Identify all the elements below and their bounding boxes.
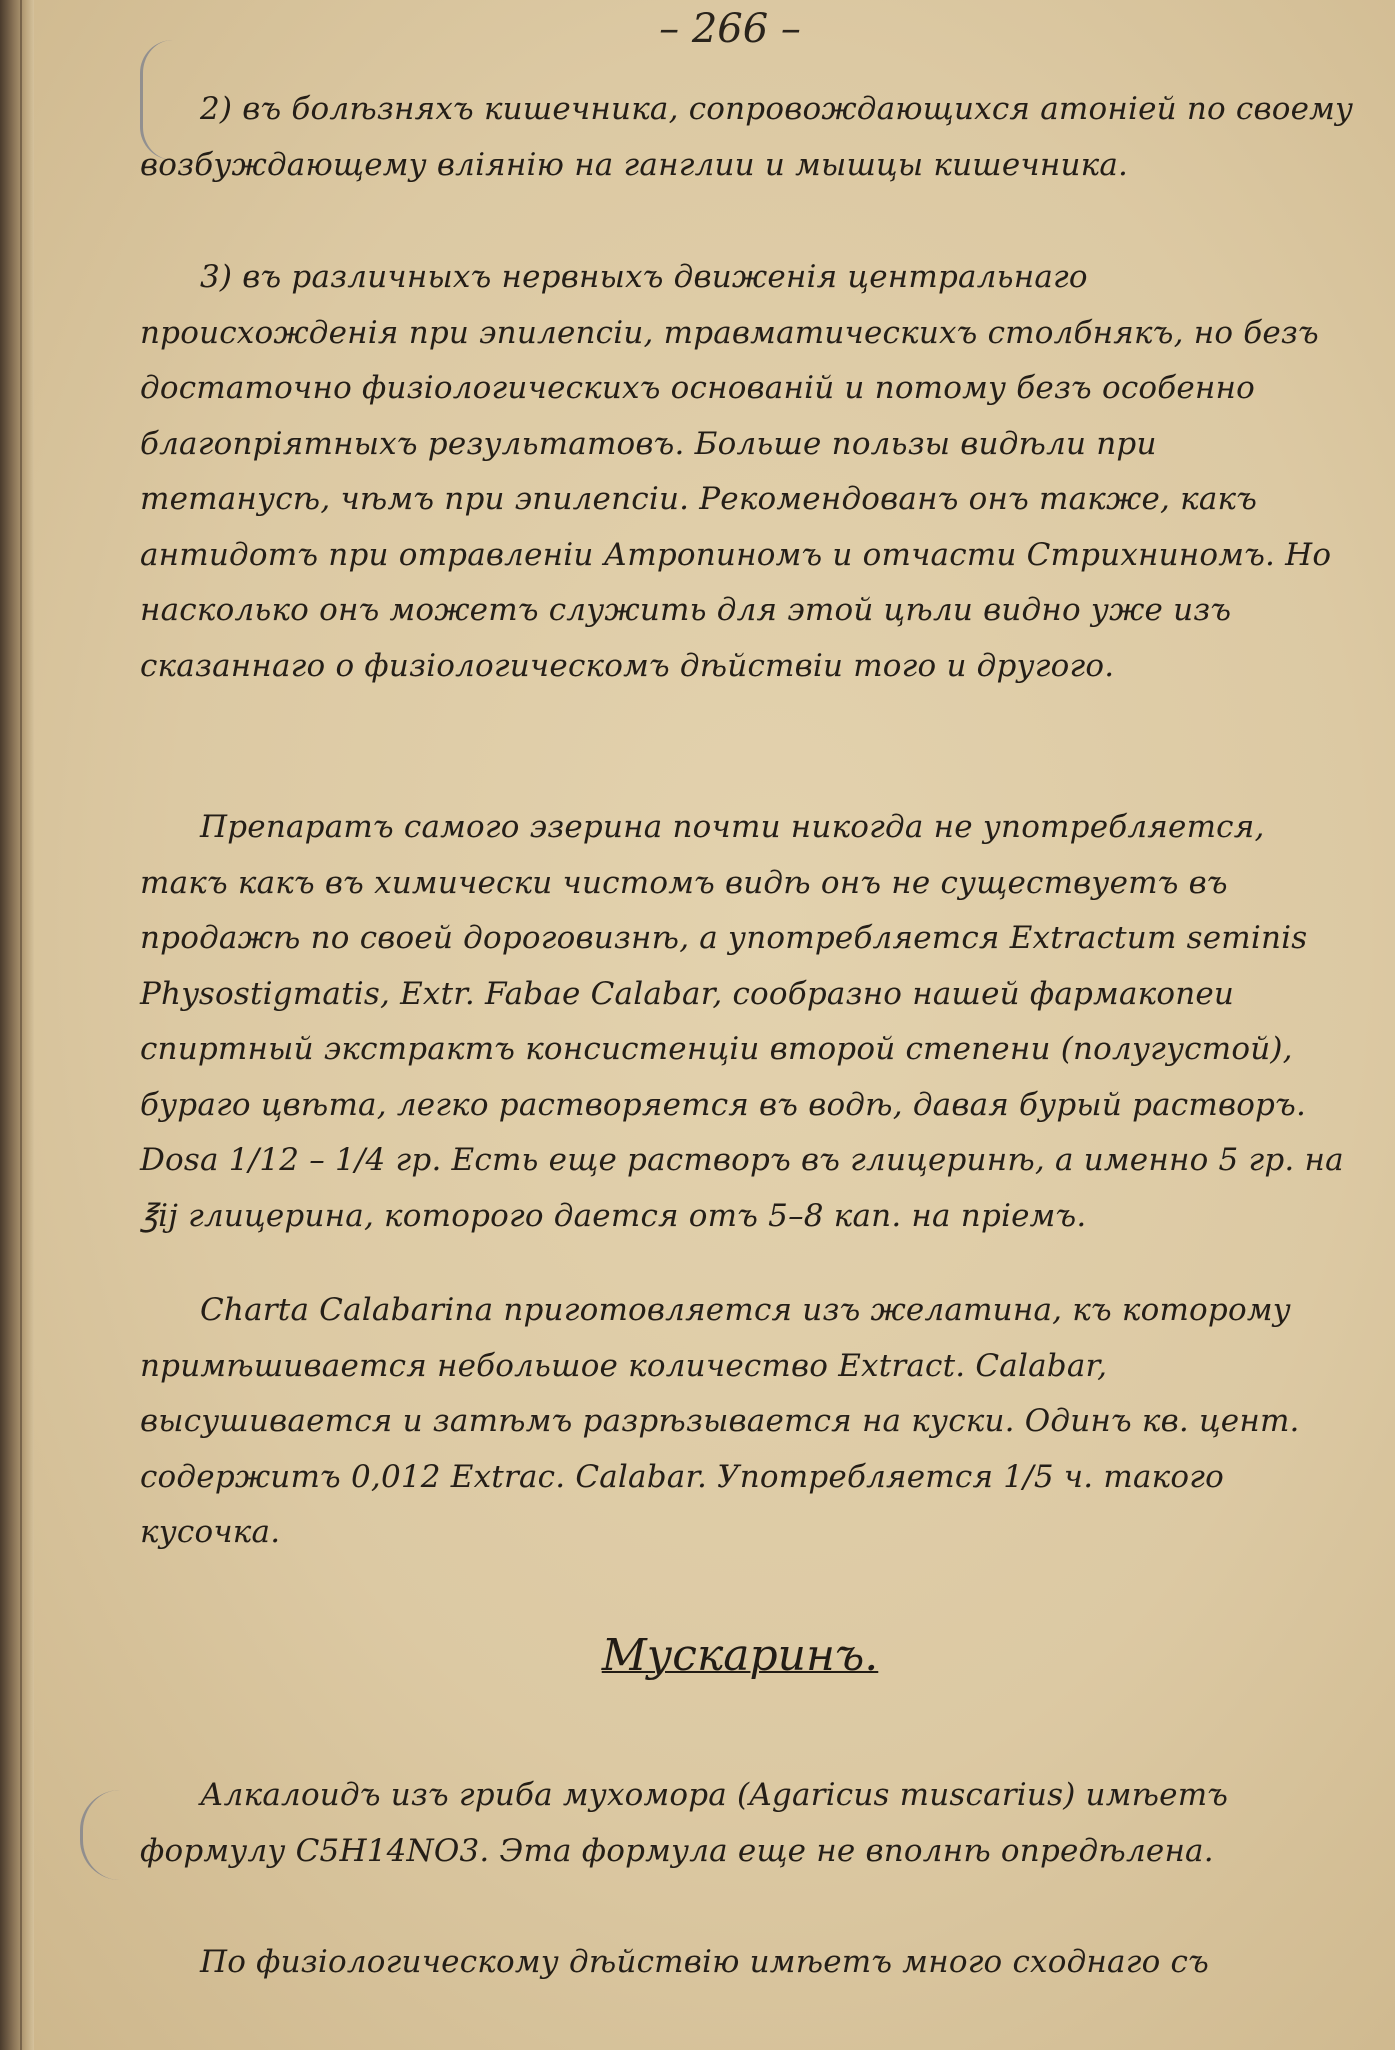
paragraph-item-2: 2) въ болѣзняхъ кишечника, сопровождающихся атоніей по своему возбуждающему вліянію на ганглии и мышцы кишечника. <box>140 91 1354 183</box>
margin-pencil-mark-lower <box>80 1790 123 1880</box>
book-binding <box>0 0 34 2050</box>
paragraph-charta-calabarina: Charta Calabarina приготовляется изъ желатина, къ которому примѣшивается небольшое количество Extract. Calabar, высушивается и затѣмъ разрѣзывается на куски. Одинъ кв. цент. содержитъ 0,012 Extrac. Calabar. Употребляется 1/5 ч. такого кусочка. <box>140 1292 1300 1550</box>
paragraph-muscarine-intro: Алкалоидъ изъ гриба мухомора (Agaricus muscarius) имѣетъ формулу C5H14NO3. Эта формула еще не вполнѣ опредѣлена. <box>140 1777 1229 1869</box>
paragraph-preparations: Препаратъ самого эзерина почти никогда не употребляется, такъ какъ въ химически чистомъ видѣ онъ не существуетъ въ продажѣ по своей дороговизнѣ, а употребляется Extractum seminis Physostigmatis, Extr. Fabae Calabar, сообразно нашей фармакопеи спиртный экстрактъ консистенціи второй степени (полугустой), бураго цвѣта, легко растворяется въ водѣ, давая бурый растворъ. Dosa 1/12 – 1/4 гр. Есть еще растворъ въ глицеринѣ, а именно 5 гр. на ℥ij глицерина, которого дается отъ 5–8 кап. на пріемъ. <box>140 809 1344 1234</box>
binding-edge <box>20 0 22 2050</box>
paragraph-item-3: 3) въ различныхъ нервныхъ движенія центральнаго происхожденія при эпилепсіи, травматическихъ столбнякъ, но безъ достаточно физіологическихъ основаній и потому безъ особенно благопріятныхъ результатовъ. Больше пользы видѣли при тетанусѣ, чѣмъ при эпилепсіи. Рекомендованъ онъ также, какъ антидотъ при отравленіи Атропиномъ и отчасти Стрихниномъ. Но насколько онъ можетъ служить для этой цѣли видно уже изъ сказаннаго о физіологическомъ дѣйствіи того и другого. <box>140 259 1332 684</box>
section-heading: Мускаринъ. <box>601 1630 879 1681</box>
page-number: – 266 – <box>659 6 801 52</box>
paragraph-muscarine-action: По физіологическому дѣйствію имѣетъ много сходнаго съ <box>200 1944 1209 1980</box>
